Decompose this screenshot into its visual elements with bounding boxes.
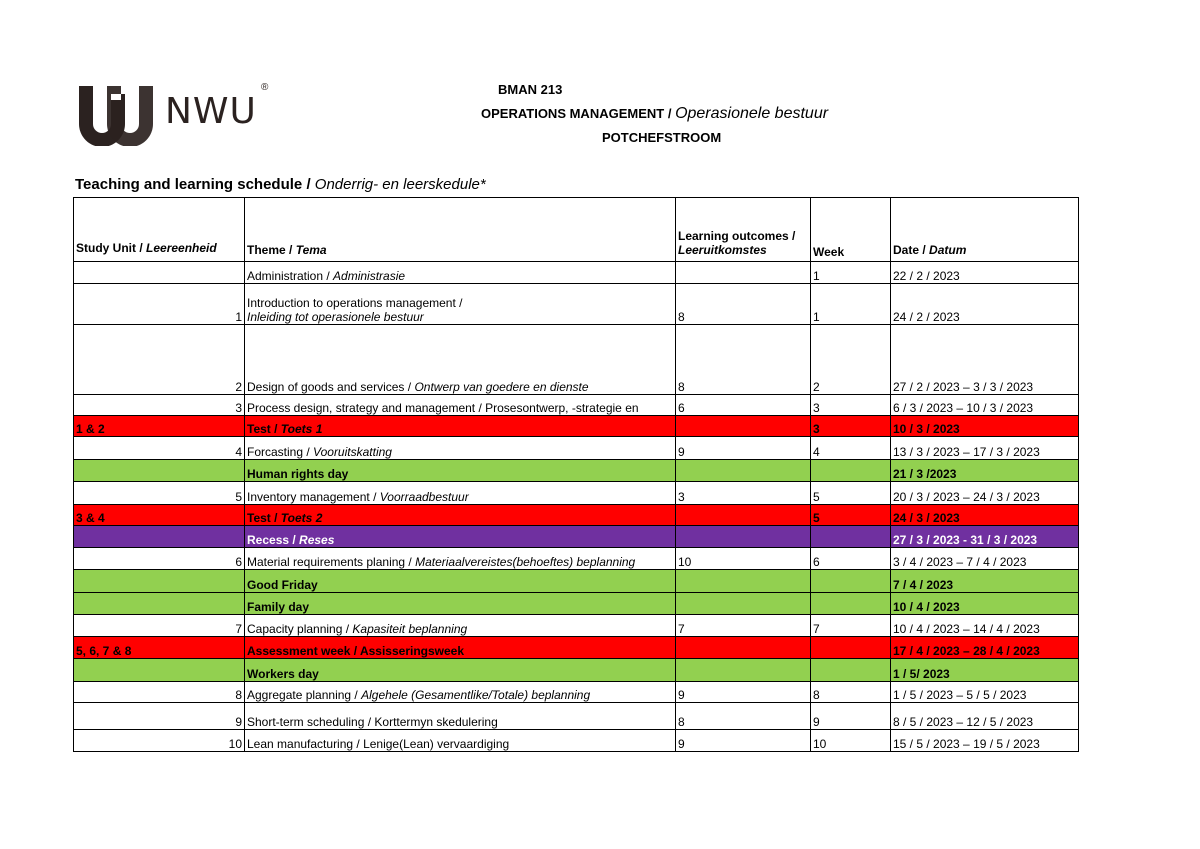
cell-unit xyxy=(74,659,245,682)
header-date: Date / Datum xyxy=(891,198,1079,262)
course-title xyxy=(481,105,828,123)
cell-theme: Process design, strategy and management / Prosesontwerp, -strategie en xyxy=(245,395,676,416)
cell-week: 1 xyxy=(811,262,891,284)
cell-week xyxy=(811,570,891,593)
course-title-af: Operasionele bestuur xyxy=(675,105,829,122)
cell-outcomes: 9 xyxy=(676,682,811,703)
cell-week: 1 xyxy=(811,284,891,325)
table-row xyxy=(74,325,1079,395)
header-theme: Theme / Tema xyxy=(245,198,676,262)
table-row-holiday xyxy=(74,570,1079,593)
cell-unit: 10 xyxy=(74,730,245,752)
cell-date: 15 / 5 / 2023 – 19 / 5 / 2023 xyxy=(891,730,1079,752)
cell-theme: Assessment week / Assisseringsweek xyxy=(245,637,676,659)
cell-week: 5 xyxy=(811,482,891,505)
cell-unit: 3 & 4 xyxy=(74,505,245,526)
cell-date: 6 / 3 / 2023 – 10 / 3 / 2023 xyxy=(891,395,1079,416)
cell-outcomes xyxy=(676,570,811,593)
cell-date: 17 / 4 / 2023 – 28 / 4 / 2023 xyxy=(891,637,1079,659)
cell-week xyxy=(811,659,891,682)
course-code: BMAN 213 xyxy=(498,82,563,97)
cell-theme: Introduction to operations management / Inleiding tot operasionele bestuur xyxy=(245,284,676,325)
cell-unit: 1 xyxy=(74,284,245,325)
cell-week: 8 xyxy=(811,682,891,703)
cell-date: 20 / 3 / 2023 – 24 / 3 / 2023 xyxy=(891,482,1079,505)
cell-week: 6 xyxy=(811,548,891,570)
cell-date: 10 / 3 / 2023 xyxy=(891,416,1079,437)
cell-unit: 7 xyxy=(74,615,245,637)
table-row-holiday xyxy=(74,593,1079,615)
header-week: Week xyxy=(811,198,891,262)
table-row xyxy=(74,703,1079,730)
cell-date: 22 / 2 / 2023 xyxy=(891,262,1079,284)
cell-date: 10 / 4 / 2023 – 14 / 4 / 2023 xyxy=(891,615,1079,637)
cell-unit: 9 xyxy=(74,703,245,730)
cell-outcomes: 8 xyxy=(676,325,811,395)
cell-unit xyxy=(74,593,245,615)
table-row-test xyxy=(74,416,1079,437)
cell-outcomes xyxy=(676,416,811,437)
cell-theme: Lean manufacturing / Lenige(Lean) vervaardiging xyxy=(245,730,676,752)
cell-outcomes: 10 xyxy=(676,548,811,570)
cell-week xyxy=(811,460,891,482)
cell-theme: Test / Toets 1 xyxy=(245,416,676,437)
schedule-title xyxy=(75,176,486,193)
cell-week xyxy=(811,593,891,615)
table-row-recess xyxy=(74,526,1079,548)
table-row xyxy=(74,730,1079,752)
schedule-table xyxy=(73,197,1079,752)
cell-outcomes xyxy=(676,460,811,482)
cell-unit: 4 xyxy=(74,437,245,460)
cell-unit xyxy=(74,460,245,482)
cell-outcomes xyxy=(676,262,811,284)
cell-theme: Design of goods and services / Ontwerp van goedere en dienste xyxy=(245,325,676,395)
cell-unit: 2 xyxy=(74,325,245,395)
cell-unit xyxy=(74,570,245,593)
cell-theme: Family day xyxy=(245,593,676,615)
cell-outcomes: 9 xyxy=(676,730,811,752)
cell-outcomes: 7 xyxy=(676,615,811,637)
cell-unit: 6 xyxy=(74,548,245,570)
header-study-unit: Study Unit / Leereenheid xyxy=(74,198,245,262)
cell-unit: 5, 6, 7 & 8 xyxy=(74,637,245,659)
cell-theme: Recess / Reses xyxy=(245,526,676,548)
cell-theme: Aggregate planning / Algehele (Gesamentlike/Totale) beplanning xyxy=(245,682,676,703)
cell-date: 1 / 5 / 2023 – 5 / 5 / 2023 xyxy=(891,682,1079,703)
cell-date: 7 / 4 / 2023 xyxy=(891,570,1079,593)
cell-date: 24 / 2 / 2023 xyxy=(891,284,1079,325)
cell-theme: Short-term scheduling / Korttermyn skedulering xyxy=(245,703,676,730)
registered-mark: ® xyxy=(261,82,269,93)
cell-theme: Human rights day xyxy=(245,460,676,482)
table-row xyxy=(74,437,1079,460)
table-row xyxy=(74,682,1079,703)
table-row-test xyxy=(74,505,1079,526)
cell-outcomes: 6 xyxy=(676,395,811,416)
cell-date: 8 / 5 / 2023 – 12 / 5 / 2023 xyxy=(891,703,1079,730)
cell-unit: 1 & 2 xyxy=(74,416,245,437)
table-row xyxy=(74,548,1079,570)
cell-date: 1 / 5/ 2023 xyxy=(891,659,1079,682)
table-row-holiday xyxy=(74,659,1079,682)
cell-date: 27 / 2 / 2023 – 3 / 3 / 2023 xyxy=(891,325,1079,395)
table-row xyxy=(74,262,1079,284)
logo-wordmark: NWU xyxy=(165,91,257,132)
schedule-title-af: Onderrig- en leerskedule* xyxy=(314,176,486,193)
cell-week: 10 xyxy=(811,730,891,752)
cell-week: 4 xyxy=(811,437,891,460)
cell-outcomes: 3 xyxy=(676,482,811,505)
cell-theme: Administration / Administrasie xyxy=(245,262,676,284)
schedule-title-en: Teaching and learning schedule / xyxy=(75,176,311,193)
cell-week: 5 xyxy=(811,505,891,526)
cell-week xyxy=(811,637,891,659)
cell-week xyxy=(811,526,891,548)
cell-outcomes xyxy=(676,637,811,659)
cell-date: 24 / 3 / 2023 xyxy=(891,505,1079,526)
cell-theme: Workers day xyxy=(245,659,676,682)
table-row xyxy=(74,482,1079,505)
cell-date: 13 / 3 / 2023 – 17 / 3 / 2023 xyxy=(891,437,1079,460)
cell-week: 7 xyxy=(811,615,891,637)
cell-theme: Capacity planning / Kapasiteit beplanning xyxy=(245,615,676,637)
cell-date: 27 / 3 / 2023 - 31 / 3 / 2023 xyxy=(891,526,1079,548)
cell-outcomes xyxy=(676,526,811,548)
cell-outcomes xyxy=(676,593,811,615)
cell-date: 21 / 3 /2023 xyxy=(891,460,1079,482)
table-row-assessment xyxy=(74,637,1079,659)
cell-outcomes: 8 xyxy=(676,284,811,325)
cell-date: 3 / 4 / 2023 – 7 / 4 / 2023 xyxy=(891,548,1079,570)
nwu-logo xyxy=(75,78,269,146)
cell-unit: 5 xyxy=(74,482,245,505)
cell-unit xyxy=(74,526,245,548)
course-title-en: OPERATIONS MANAGEMENT / xyxy=(481,106,672,121)
cell-theme: Test / Toets 2 xyxy=(245,505,676,526)
cell-unit: 8 xyxy=(74,682,245,703)
cell-date: 10 / 4 / 2023 xyxy=(891,593,1079,615)
cell-outcomes xyxy=(676,505,811,526)
cell-week: 3 xyxy=(811,395,891,416)
nwu-emblem-icon xyxy=(75,78,157,146)
cell-week: 3 xyxy=(811,416,891,437)
cell-theme: Inventory management / Voorraadbestuur xyxy=(245,482,676,505)
cell-theme: Forcasting / Vooruitskatting xyxy=(245,437,676,460)
table-row xyxy=(74,615,1079,637)
cell-theme: Material requirements planing / Materiaalvereistes(behoeftes) beplanning xyxy=(245,548,676,570)
table-row-holiday xyxy=(74,460,1079,482)
cell-unit: 3 xyxy=(74,395,245,416)
table-row xyxy=(74,395,1079,416)
cell-unit xyxy=(74,262,245,284)
table-row xyxy=(74,284,1079,325)
header-learning-outcomes: Learning outcomes / Leeruitkomstes xyxy=(676,198,811,262)
cell-outcomes: 8 xyxy=(676,703,811,730)
cell-theme: Good Friday xyxy=(245,570,676,593)
cell-week: 2 xyxy=(811,325,891,395)
cell-outcomes: 9 xyxy=(676,437,811,460)
campus-name: POTCHEFSTROOM xyxy=(602,130,722,145)
cell-week: 9 xyxy=(811,703,891,730)
table-header-row xyxy=(74,198,1079,262)
cell-outcomes xyxy=(676,659,811,682)
